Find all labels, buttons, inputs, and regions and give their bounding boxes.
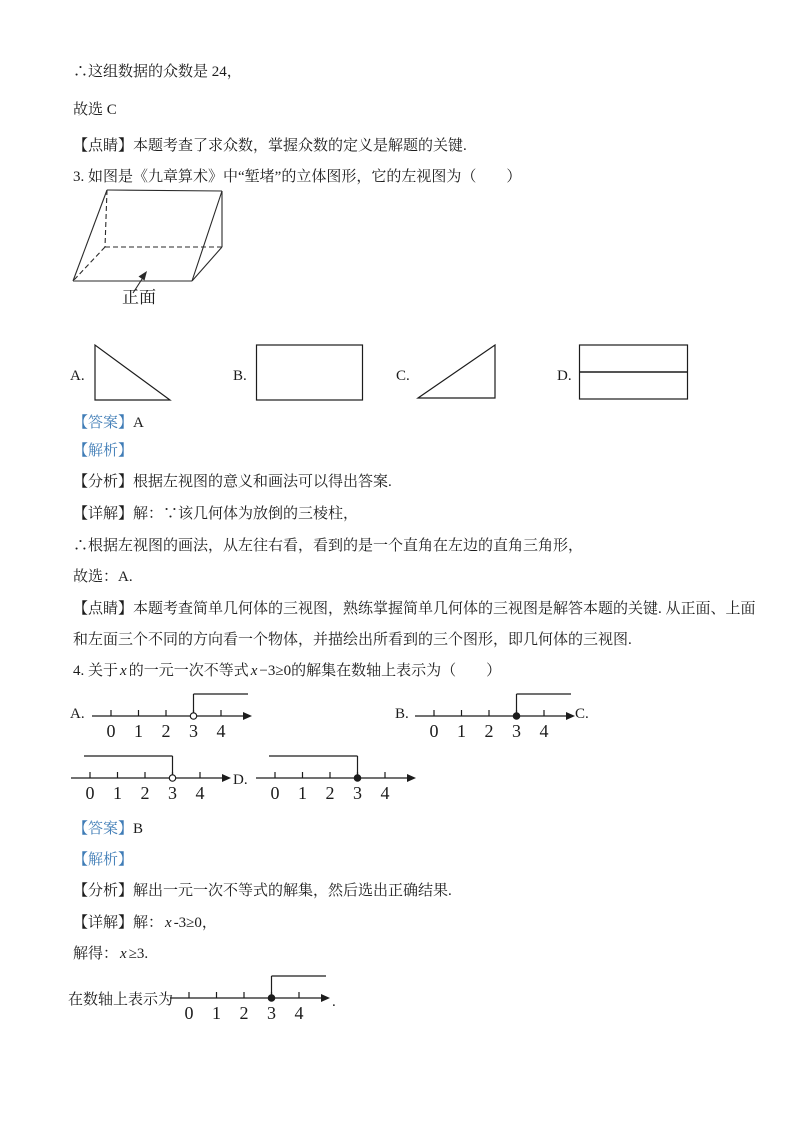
tick-label: 4 <box>380 783 390 803</box>
axis-arrow <box>321 994 330 1002</box>
tick-label: 1 <box>134 721 143 741</box>
open-endpoint <box>190 713 196 719</box>
tick-label: 0 <box>429 721 439 741</box>
q4-answer-line <box>73 819 143 839</box>
q4-option-c-label: C. <box>575 706 589 722</box>
q2-note-line: 【点睛】本题考查了求众数，掌握众数的定义是解题的关键. <box>73 138 467 154</box>
q4-title-t3: −3≥0 <box>259 663 292 679</box>
q4-analysis-header: 【解析】 <box>73 852 134 868</box>
prism-right-bottom-edge <box>192 247 222 281</box>
tick-label: 2 <box>484 721 494 741</box>
q3-option-a-label: A. <box>70 368 85 384</box>
prism-right-slant-edge <box>192 191 222 281</box>
q3-detail-line2: ∴根据左视图的画法，从左往右看，看到的是一个直角在左边的直角三角形， <box>73 538 584 554</box>
q4-solve-t2: ≥3. <box>128 946 149 962</box>
tick-label: 3 <box>168 783 177 803</box>
tick-label: 2 <box>140 783 150 803</box>
q3-title: 3. 如图是《九章算术》中“堑堵”的立体图形，它的左视图为（ ） <box>73 169 522 185</box>
q4-answer-value: B <box>133 821 144 837</box>
numberline-option-b <box>408 688 593 742</box>
q3-analysis-line: 【分析】根据左视图的意义和画法可以得出答案. <box>73 474 392 490</box>
filled-endpoint <box>268 995 274 1001</box>
q4-title-var1: x <box>120 663 127 679</box>
tick-label: 0 <box>184 1003 194 1023</box>
tick-label: 0 <box>85 783 95 803</box>
answer-bracket-label: 【答案】 <box>73 415 134 431</box>
prism-figure <box>68 184 283 309</box>
filled-endpoint <box>354 775 360 781</box>
q3-detail-line: 【详解】解：∵该几何体为放倒的三棱柱， <box>73 506 359 522</box>
q4-final-text: 在数轴上表示为 <box>68 992 174 1008</box>
tick-label: 3 <box>512 721 521 741</box>
filled-endpoint <box>513 713 519 719</box>
q4-solve-line <box>73 944 148 964</box>
q4-analysis-line: 【分析】解出一元一次不等式的解集，然后选出正确结果. <box>73 883 452 899</box>
tick-label: 4 <box>195 783 205 803</box>
tick-label: 4 <box>294 1003 304 1023</box>
q4-title-t2: 的一元一次不等式 <box>128 663 249 679</box>
q2-choose-line: 故选 C <box>73 102 117 118</box>
q3-option-c-shape-right-triangle <box>416 342 498 402</box>
q3-option-a-shape-right-triangle <box>93 342 173 402</box>
q4-option-a-label: A. <box>70 706 85 722</box>
q4-detail-t2: -3≥0， <box>173 915 217 931</box>
q3-option-c-label: C. <box>396 368 410 384</box>
q4-option-d-label: D. <box>233 772 248 788</box>
q4-title <box>73 661 501 681</box>
tick-label: 2 <box>239 1003 249 1023</box>
tick-label: 4 <box>539 721 549 741</box>
tick-label: 3 <box>189 721 198 741</box>
numberline-option-a <box>85 688 270 742</box>
q3-option-b-label: B. <box>233 368 247 384</box>
q2-conclusion-line: ∴这组数据的众数是 24， <box>73 64 242 80</box>
q3-option-d-label: D. <box>557 368 572 384</box>
q3-note-line2: 和左面三个不同的方向看一个物体，并描绘出所看到的三个图形，即几何体的三视图. <box>73 632 632 648</box>
tick-label: 1 <box>113 783 122 803</box>
prism-hidden-vertical-edge <box>105 190 107 247</box>
tick-label: 1 <box>298 783 307 803</box>
q3-answer-line <box>73 413 144 433</box>
tick-label: 3 <box>353 783 362 803</box>
numberline-option-c <box>64 750 249 804</box>
q3-option-b-shape-rectangle <box>255 342 365 402</box>
q4-detail-t1: 【详解】解： <box>73 915 164 931</box>
axis-arrow <box>243 712 252 720</box>
front-face-arrow-head <box>139 271 148 281</box>
open-endpoint <box>169 775 175 781</box>
q3-note-line1: 【点睛】本题考查简单几何体的三视图，熟练掌握简单几何体的三视图是解答本题的关键. 从正面、上面 <box>73 601 756 617</box>
q3-choose-line: 故选：A. <box>73 569 133 585</box>
tick-label: 2 <box>325 783 335 803</box>
q4-title-t4: 的解集在数轴上表示为（ ） <box>291 663 502 679</box>
tick-label: 4 <box>216 721 226 741</box>
q4-final-period: . <box>332 994 336 1010</box>
q4-solve-t1: 解得： <box>73 946 119 962</box>
axis-arrow <box>222 774 231 782</box>
tick-label: 0 <box>106 721 116 741</box>
tick-label: 1 <box>457 721 466 741</box>
tick-label: 3 <box>267 1003 276 1023</box>
front-face-label: 正面 <box>122 288 156 307</box>
numberline-option-d <box>249 750 434 804</box>
q3-answer-value: A <box>133 415 144 431</box>
q4-detail-var: x <box>165 915 172 931</box>
q4-title-var2: x <box>250 663 258 679</box>
tick-label: 1 <box>212 1003 221 1023</box>
q4-option-b-label: B. <box>395 706 409 722</box>
prism-left-slant-edge <box>73 190 107 281</box>
tick-label: 2 <box>161 721 171 741</box>
tick-label: 0 <box>270 783 280 803</box>
q4-detail-line <box>73 913 217 933</box>
answer-bracket-label: 【答案】 <box>73 821 134 837</box>
q4-solve-var: x <box>120 946 127 962</box>
numberline-solution <box>163 970 348 1024</box>
axis-arrow <box>566 712 575 720</box>
q4-title-t1: 4. 关于 <box>73 663 119 679</box>
q3-option-d-shape-split-rectangle <box>578 342 690 402</box>
axis-arrow <box>407 774 416 782</box>
q3-analysis-header: 【解析】 <box>73 443 134 459</box>
prism-top-edge <box>107 190 222 191</box>
prism-hidden-slant-edge <box>73 247 105 281</box>
